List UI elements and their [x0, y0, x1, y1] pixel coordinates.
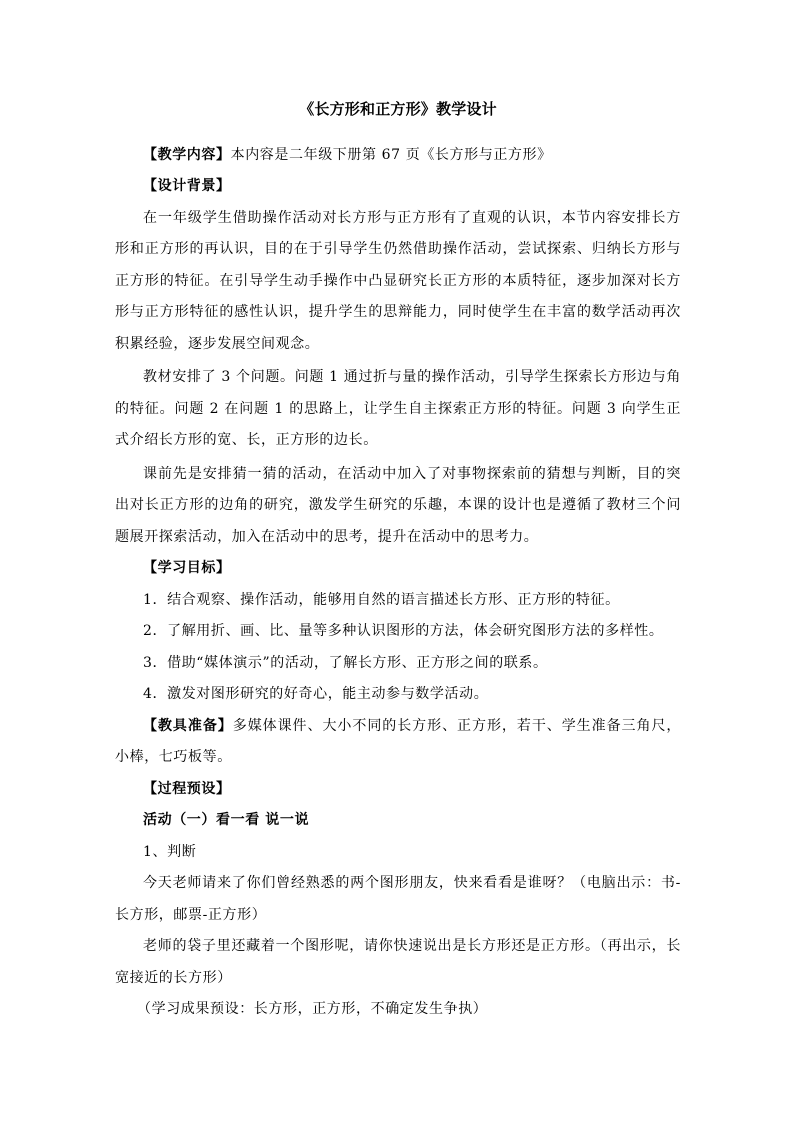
- expected-result: （学习成果预设：长方形，正方形，不确定发生争执）: [137, 1001, 488, 1017]
- content-heading: 【教学内容】: [143, 146, 231, 163]
- background-paragraph-3: 课前先是安排猜一猜的活动，在活动中加入了对事物探索前的猜想与判断，目的突出对长正方形的边角的研究，激发学生研究的乐趣，本课的设计也是遵循了教材三个问题展开探索活动，加入在活动中的思考，提升在活动中的思考力。: [115, 465, 681, 545]
- content-section: [115, 140, 681, 172]
- goal-item: 4．激发对图形研究的好奇心，能主动参与数学活动。: [143, 686, 489, 702]
- content-text: 本内容是二年级下册第 67 页《长方形与正方形》: [230, 146, 552, 163]
- goal-item: 1．结合观察、操作活动，能够用自然的语言描述长方形、正方形的特征。: [143, 591, 620, 608]
- goal-item: 3．借助“媒体演示”的活动，了解长方形、正方形之间的联系。: [143, 654, 548, 671]
- document-body: [115, 94, 681, 1026]
- goals-heading: 【学习目标】: [143, 560, 231, 576]
- background-paragraph-2: 教材安排了 3 个问题。问题 1 通过折与量的操作活动，引导学生探索长方形边与角的特征。问题 2 在问题 1 的思路上，让学生自主探索正方形的特征。问题 3 向学生正式介绍长方形的宽、长，正方形的边长。: [115, 369, 681, 448]
- background-paragraph-1: 在一年级学生借助操作活动对长方形与正方形有了直观的认识，本节内容安排长方形和正方形的再认识，目的在于引导学生仍然借助操作活动，尝试探索、归纳长方形与正方形的特征。在引导学生动手操作中凸显研究长正方形的本质特征，逐步加深对长方形与正方形特征的感性认识，提升学生的思辩能力，同时使学生在丰富的数学活动再次积累经验，逐步发展空间观念。: [115, 209, 681, 352]
- tools-text: 多媒体课件、大小不同的长方形、正方形，若干、学生准备三角尺，小棒，七巧板等。: [115, 717, 681, 765]
- activity-paragraph-1: 今天老师请来了你们曾经熟悉的两个图形朋友，快来看看是谁呀？（电脑出示：书-长方形，邮票-正方形）: [115, 875, 681, 923]
- step-label: 1、判断: [143, 843, 197, 860]
- background-heading: 【设计背景】: [143, 178, 231, 194]
- document-title: 《长方形和正方形》教学设计: [299, 100, 497, 118]
- goal-item: 2．了解用折、画、比、量等多种认识图形的方法，体会研究图形方法的多样性。: [143, 623, 664, 639]
- tools-section: [115, 711, 681, 774]
- activity-heading: 活动（一）看一看 说一说: [143, 812, 310, 828]
- activity-paragraph-2: 老师的袋子里还藏着一个图形呢，请你快速说出是长方形还是正方形。（再出示，长宽接近的长方形）: [115, 938, 681, 986]
- process-heading: 【过程预设】: [143, 780, 231, 797]
- tools-heading: 【教具准备】: [143, 717, 233, 734]
- goals-list: [115, 585, 681, 711]
